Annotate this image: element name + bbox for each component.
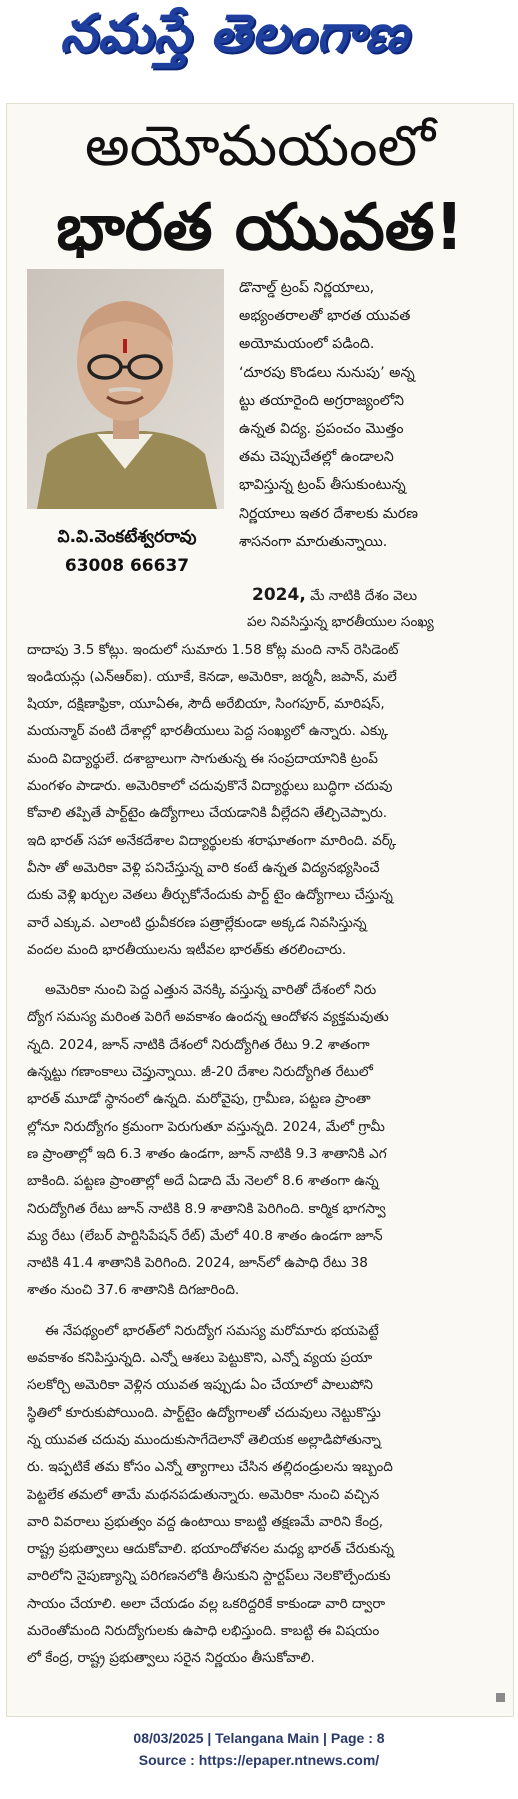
paragraph-gap (27, 1305, 503, 1318)
body-line: సాయం చేయాలి. అలా చేయడం వల్ల ఒకరిద్దరికే కాకుండా వారి ద్వారా (27, 1595, 386, 1612)
intro-column (239, 274, 501, 556)
body-line: దుకు వెళ్లి ఖర్చుల వెతలు తీర్చుకోనేందుకు పార్ట్ టైం ఉద్యోగాలు చేస్తున్న (27, 887, 393, 904)
footer-source: Source : https://epaper.ntnews.com/ (138, 1752, 380, 1768)
intro-line: ట్టు తయారైంది అగ్రరాజ్యంలోని (239, 392, 404, 409)
body-line: లో కేంద్ర, రాష్ట్ర ప్రభుత్వాలు సరైన నిర్ణయం తీసుకోవాలి. (27, 1650, 315, 1667)
paragraph-1-first-line (27, 582, 503, 609)
body-line: మ్య రేటు (లేబర్ పార్టిసిపేషన్ రేట్) మేలో 40.8 శాతం ఉండగా జూన్ (27, 1227, 383, 1244)
body-line: మంది విద్యార్థులే. దశాబ్దాలుగా సాగుతున్న ఈ సంప్రదాయానికి ట్రంప్ (27, 750, 378, 767)
intro-line: డొనాల్డ్ ట్రంప్ నిర్ణయాలు, (239, 280, 375, 296)
body-line: వారి వివరాలు ప్రభుత్వం వద్ద ఉంటాయి కాబట్టి తక్షణమే వారిని కేంద్ర, (27, 1513, 384, 1530)
intro-line: అభ్యంతరాలతో భారత యువత (239, 308, 411, 325)
intro-line: ఉన్నత విద్య. ప్రపంచం మొత్తం (239, 421, 404, 438)
body-line: భారత్ మూడో స్థానంలో ఉన్నది. మరోవైపు, గ్రామీణ, పట్టణ ప్రాంతా (27, 1091, 371, 1108)
body-line: నిరుద్యోగిత రేటు జూన్ నాటికి 8.9 శాతానికి పెరిగింది. కార్మిక భాగస్వా (27, 1200, 386, 1217)
body-line: స్థితిలో కూరుకుపోయింది. పార్ట్‌టైం ఉద్యోగాలతో చదువులు నెట్టుకొస్తు (27, 1404, 381, 1421)
intro-line: శాసనంగా మారుతున్నాయి. (239, 533, 388, 550)
masthead-title: నమస్తే తెలంగాణ (60, 4, 409, 64)
intro-line: అయోమయంలో పడింది. (239, 336, 375, 353)
body-line: పల నివసిస్తున్న భారతీయుల సంఖ్య (247, 614, 434, 631)
body-line: షియా, దక్షిణాఫ్రికా, యూఏఈ, సౌదీ అరేబియా, సింగపూర్, మారిషస్, (27, 696, 385, 713)
body-line: వందల మంది భారతీయులను ఇటీవల భారత్‌కు తరలించారు. (27, 941, 347, 958)
body-line: ఇండియన్లు (ఎన్ఆర్ఐ). యూకే, కెనడా, అమెరికా, జర్మనీ, జపాన్, మలే (27, 668, 397, 685)
body-line: న్న యువత చదువు ముందుకుసాగేదెలానో తెలియక అల్లాడిపోతున్నా (27, 1431, 381, 1448)
body-line: పెట్టలేక తమలో తామే మథనపడుతున్నారు. అమెరికా నుంచి వచ్చిన (27, 1486, 380, 1503)
body-line: వీసా తో అమెరికా వెళ్లి పనిచేస్తున్న వారి కంటే ఉన్నత విద్యనభ్యసించే (27, 859, 380, 876)
body-line: శాతం నుంచి 37.6 శాతానికి దిగజారింది. (27, 1282, 240, 1299)
body-line: సలకోర్చి అమెరికా వెళ్లిన యువత ఇప్పుడు ఏం చేయాలో పాలుపోని (27, 1377, 373, 1394)
body-line: ద్యోగ సమస్య మరింత పెరిగే అవకాశం ఉందన్న ఆందోళన వ్యక్తమవుతు (27, 1009, 389, 1026)
body-line: రు. ఇప్పటికే తమ కోసం ఎన్నో త్యాగాలు చేసిన తల్లిదండ్రులను ఇబ్బంది (27, 1459, 393, 1476)
intro-line: భావిస్తున్న ట్రంప్ తీసుకుంటున్న (239, 477, 406, 494)
body-line: నాటికి 41.4 శాతానికి పెరిగింది. 2024, జూన్‌లో ఉపాధి రేటు 38 (27, 1255, 368, 1272)
intro-line: ‘దూరపు కొండలు నునుపు’ అన్న (239, 364, 415, 381)
headline-line-1: అయోమయంలో (84, 114, 436, 179)
body-line: న్నది. 2024, జూన్ నాటికి దేశంలో నిరుద్యోగిత రేటు 9.2 శాతంగా (27, 1036, 370, 1053)
body-line: అమెరికా నుంచి పెద్ద ఎత్తున వెనక్కి వస్తున్న వారితో దేశంలో నిరు (45, 982, 377, 999)
end-of-article-mark (496, 1693, 505, 1702)
lead-text: మే నాటికి దేశం వెలు (305, 588, 418, 604)
body-line: దాదాపు 3.5 కోట్లు. ఇందులో సుమారు 1.58 కోట్ల మంది నాన్ రెసిడెంట్ (27, 641, 399, 658)
body-line: ల్లోనూ నిరుద్యోగం క్రమంగా పెరుగుతూ వస్తున్నది. 2024, మేలో గ్రామీ (27, 1118, 385, 1135)
body-line: ఉన్నట్టు గణాంకాలు చెప్తున్నాయి. జీ-20 దేశాల నిరుద్యోగిత రేటులో (27, 1064, 373, 1081)
article-clipping (6, 103, 514, 1717)
body-line: ఈ నేపథ్యంలో భారత్‌లో నిరుద్యోగ సమస్య మరోమారు భయపెట్టే (45, 1322, 379, 1339)
masthead (0, 0, 518, 88)
article-body (27, 582, 503, 1673)
paragraph-gap (27, 964, 503, 977)
author-name: వి.వి.వెంకటేశ్వరరావు (57, 527, 197, 547)
author-phone: 63008 66637 (64, 556, 190, 576)
body-line: మరెంతోమంది నిరుద్యోగులకు ఉపాధి లభిస్తుంది. కాబట్టి ఈ విషయం (27, 1622, 380, 1639)
author-photo (27, 269, 224, 509)
lead-year: 2024, (252, 585, 306, 605)
intro-line: తమ చెప్పుచేతల్లో ఉండాలని (239, 449, 394, 466)
body-line: వారే ఎక్కువ. ఎలాంటి ధ్రువీకరణ పత్రాల్లేకుండా అక్కడ నివసిస్తున్న (27, 914, 367, 931)
intro-line: నిర్ణయాలు ఇతర దేశాలకు మరణ (239, 505, 418, 522)
body-line: వారిలోని నైపుణ్యాన్ని పరిగణనలోకి తీసుకుని స్టార్టప్‌లు నెలకొల్పేందుకు (27, 1568, 391, 1585)
body-line: ఇది భారత్ సహా అనేకదేశాల విద్యార్థులకు శరాఘాతంగా మారింది. వర్క్ (27, 832, 397, 849)
body-line: మంగళం పాడారు. అమెరికాలో చదువుకొనే విద్యార్థులు బుద్ధిగా చదువు (27, 778, 393, 795)
body-line: అవకాశం కనిపిస్తున్నది. ఎన్నో ఆశలు పెట్టుకొని, ఎన్నో వ్యయ ప్రయా (27, 1350, 373, 1367)
body-line: రాష్ట్ర ప్రభుత్వాలు ఆదుకోవాలి. భయాందోళనల మధ్య భారత్ చేరుకున్న (27, 1541, 394, 1558)
body-line: ణ ప్రాంతాల్లో ఇది 6.3 శాతం ఉండగా, జూన్ నాటికి 9.3 శాతానికి ఎగ (27, 1145, 387, 1162)
author-portrait-image (27, 269, 224, 509)
body-line: మయన్మార్ వంటి దేశాల్లో భారతీయులు పెద్ద సంఖ్యలో ఉన్నారు. ఎక్కు (27, 723, 389, 740)
footer-edition-info: 08/03/2025 | Telangana Main | Page : 8 (133, 1730, 385, 1746)
body-line: కోవాలి తప్పితే పార్ట్‌టైం ఉద్యోగాలు చేయడానికి వీల్లేదని తేల్చిచెప్పారు. (27, 805, 388, 822)
headline-line-2: భారత యువత! (56, 191, 464, 265)
body-line: బాకింది. పట్టణ ప్రాంతాల్లో అదే ఏడాది మే నెలలో 8.6 శాతంగా ఉన్న (27, 1173, 379, 1190)
